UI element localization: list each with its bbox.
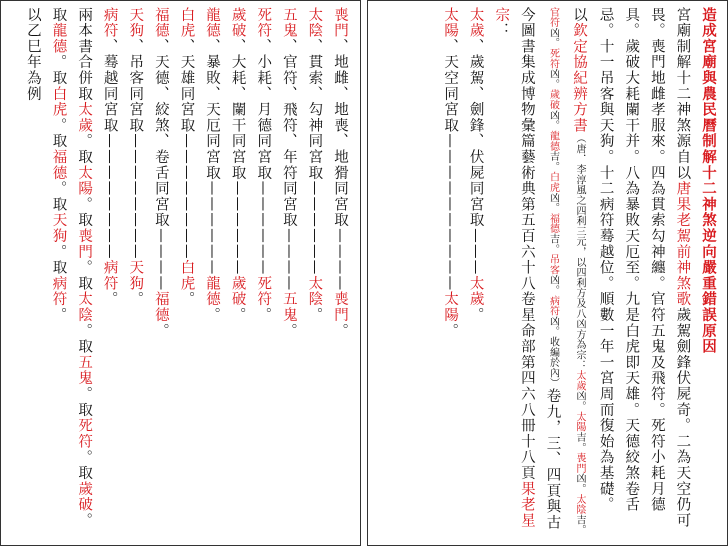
table-row: 太陽、天空同宮取——————————太陽。: [442, 7, 459, 339]
closing-line: 以乙巳年為例: [24, 7, 41, 102]
table-row: 五鬼、官符、飛符、年符同宮取————五鬼。: [280, 7, 297, 339]
book-title: 欽定協紀辨方書: [571, 22, 588, 134]
table-row: 病符、蓦越同宮取————————病符。: [101, 7, 118, 308]
right-page: [367, 0, 728, 546]
table-row: 太歲、歲駕、劍鋒、伏屍同宮取———太歲。: [467, 7, 484, 324]
page-title: 造成宮廟與農民曆制解十二神煞逆向嚴重錯誤原因: [700, 7, 717, 355]
left-page: [0, 0, 361, 546]
left-page-text: [19, 7, 352, 541]
paragraph-merged: 兩本書合併取太歲。取太陽。取喪門。取太陰。取五鬼。取死符。取歲破。取龍德。取白虎。取福德。取天狗。取病符。: [50, 7, 93, 529]
table-row: 歲破、大耗、闌干同宮取——————歲破。: [229, 7, 246, 324]
table-row: 太陰、貫索、勾神同宮取——————太陰。: [306, 7, 323, 324]
table-row: 龍德、暴敗、天厄同宮取——————龍德。: [204, 7, 221, 324]
paragraph-book: 以欽定協紀辨方書（唐．李淳風之四利三元，以四利方及八凶方為宗：太歲凶。太陽吉。喪門凶。太陰吉。官符凶。死符凶。歲破凶。龍德吉。白虎凶。福德吉。吊客凶。病符凶。收編於內）卷九，三、四頁與古今圖書集成博物彙篇藝術典第五百六十八卷星命部第四六八冊十八頁果老星宗：: [493, 7, 588, 536]
song-title: 唐果老駕前神煞歌: [674, 180, 691, 308]
book-annotation: （唐．李淳風之四利三元，以四利方及八凶方為宗：太歲凶。太陽吉。喪門凶。太陰吉。官符凶。死符凶。歲破凶。龍德吉。白虎凶。福德吉。吊客凶。病符凶。收編於內）: [547, 7, 586, 536]
table-row: 白虎、天雄同宮取————————白虎。: [178, 7, 195, 308]
table-row: 死符、小耗、月德同宮取——————死符。: [255, 7, 272, 324]
table-row: 福德、天德、絞煞、卷舌同宮取————福德。: [152, 7, 169, 339]
paragraph-song: 宮廟制解十二神煞源自以唐果老駕前神煞歌歲駕劍鋒伏屍奇。二為天空仍可畏。喪門地雌孝服來。四為貫索勾神纏。官符五鬼及飛符。死符小耗月德具。歲破大耗闌干并。八為暴敗天厄至。九是白虎即天雄。天德絞煞卷舌忌。十一吊客與天狗。十二病符蓦越位。順數一年一宮周而復始為基礎。: [597, 7, 691, 529]
table-row: 天狗、吊客同宮取————————天狗。: [127, 7, 144, 308]
star-book-title: 果老星宗: [493, 7, 535, 529]
right-page-text: [436, 7, 721, 541]
table-row: 喪門、地雌、地喪、地猾同宮取————喪門。: [332, 7, 348, 339]
